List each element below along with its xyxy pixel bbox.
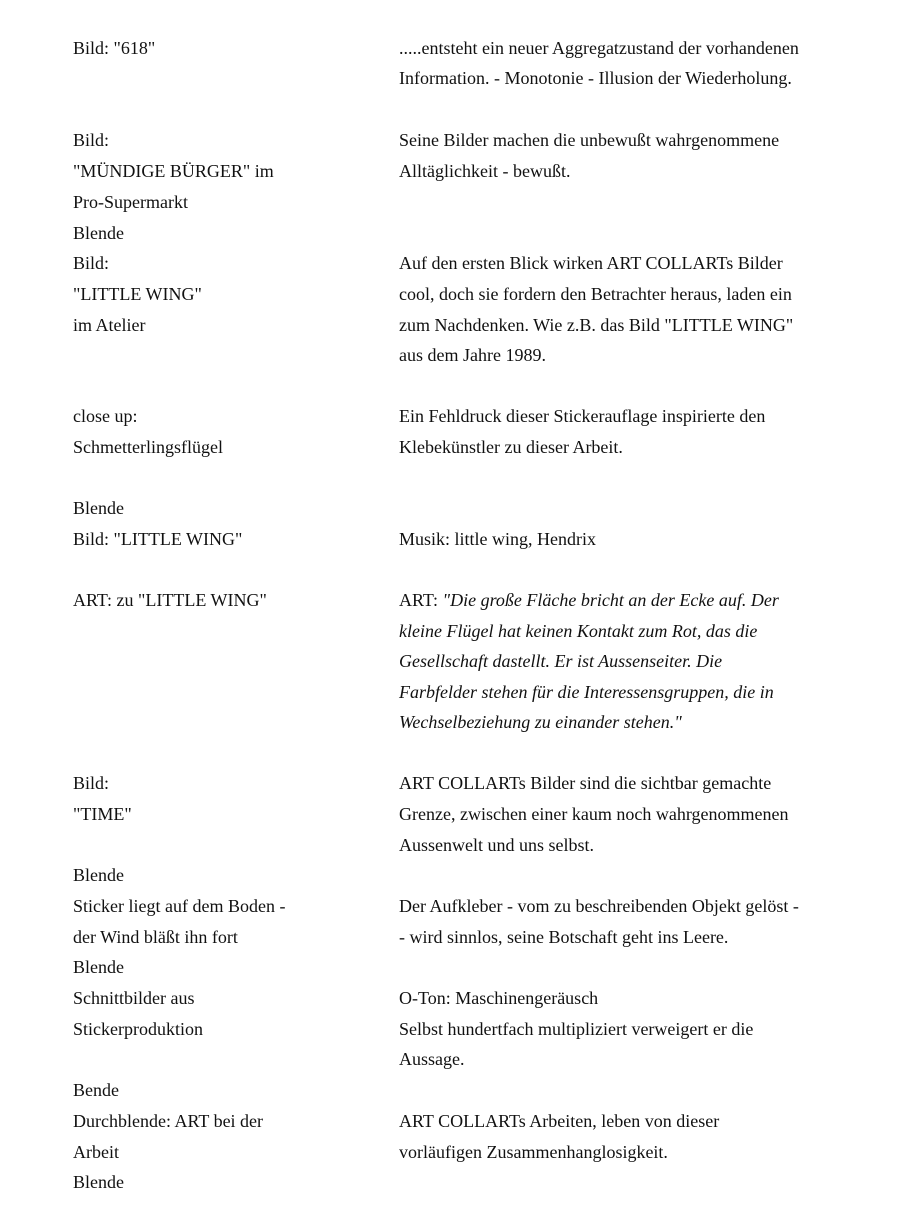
shot-line: "LITTLE WING" bbox=[73, 284, 202, 304]
narration-line: Aussenwelt und uns selbst. bbox=[399, 835, 594, 855]
quote-speaker: ART: bbox=[399, 590, 443, 610]
shot-line: Blende bbox=[73, 498, 124, 518]
shot-line: Arbeit bbox=[73, 1142, 119, 1162]
quote-line bbox=[399, 589, 779, 611]
shot-line: ART: zu "LITTLE WING" bbox=[73, 590, 267, 610]
narration-line: vorläufigen Zusammenhanglosigkeit. bbox=[399, 1142, 668, 1162]
quote-text: Gesellschaft dastellt. Er ist Aussenseiter. Die bbox=[399, 651, 723, 671]
narration-line: zum Nachdenken. Wie z.B. das Bild "LITTLE WING" bbox=[399, 315, 794, 335]
narration-line: Selbst hundertfach multipliziert verweigert er die bbox=[399, 1019, 754, 1039]
shot-line: Sticker liegt auf dem Boden - bbox=[73, 896, 286, 916]
shot-line: Pro-Supermarkt bbox=[73, 192, 188, 212]
shot-line: Schnittbilder aus bbox=[73, 988, 195, 1008]
shot-line: Bild: "618" bbox=[73, 38, 156, 58]
narration-line: ART COLLARTs Bilder sind die sichtbar gemachte bbox=[399, 773, 772, 793]
shot-line: Schmetterlingsflügel bbox=[73, 437, 223, 457]
shot-line: Bild: bbox=[73, 130, 110, 150]
shot-line: Bild: "LITTLE WING" bbox=[73, 529, 243, 549]
shot-line: Blende bbox=[73, 957, 124, 977]
shot-line: der Wind bläßt ihn fort bbox=[73, 927, 238, 947]
narration-line: ART COLLARTs Arbeiten, leben von dieser bbox=[399, 1111, 720, 1131]
quote-line bbox=[399, 711, 682, 733]
narration-line: Alltäglichkeit - bewußt. bbox=[399, 161, 571, 181]
narration-line: Grenze, zwischen einer kaum noch wahrgenommenen bbox=[399, 804, 789, 824]
shot-line: Bild: bbox=[73, 773, 110, 793]
narration-line: Klebekünstler zu dieser Arbeit. bbox=[399, 437, 623, 457]
shot-line: Blende bbox=[73, 223, 124, 243]
narration-line: cool, doch sie fordern den Betrachter heraus, laden ein bbox=[399, 284, 792, 304]
quote-text: kleine Flügel hat keinen Kontakt zum Rot, das die bbox=[399, 621, 758, 641]
narration-line: Aussage. bbox=[399, 1049, 465, 1069]
shot-line: Durchblende: ART bei der bbox=[73, 1111, 264, 1131]
quote-line bbox=[399, 681, 774, 703]
narration-line: Der Aufkleber - vom zu beschreibenden Objekt gelöst - bbox=[399, 896, 799, 916]
shot-line: Bende bbox=[73, 1080, 119, 1100]
narration-line: O-Ton: Maschinengeräusch bbox=[399, 988, 599, 1008]
narration-line: Information. - Monotonie - Illusion der Wiederholung. bbox=[399, 68, 792, 88]
narration-line: - wird sinnlos, seine Botschaft geht ins Leere. bbox=[399, 927, 729, 947]
quote-text: "Die große Fläche bricht an der Ecke auf. Der bbox=[442, 590, 779, 610]
narration-line: .....entsteht ein neuer Aggregatzustand der vorhandenen bbox=[399, 38, 799, 58]
shot-line: im Atelier bbox=[73, 315, 146, 335]
shot-line: Stickerproduktion bbox=[73, 1019, 203, 1039]
quote-text: Farbfelder stehen für die Interessensgruppen, die in bbox=[399, 682, 774, 702]
quote-line bbox=[399, 620, 757, 642]
narration-line: Seine Bilder machen die unbewußt wahrgenommene bbox=[399, 130, 780, 150]
shot-line: Blende bbox=[73, 865, 124, 885]
narration-line: Musik: little wing, Hendrix bbox=[399, 529, 596, 549]
shot-line: close up: bbox=[73, 406, 138, 426]
shot-line: "MÜNDIGE BÜRGER" im bbox=[73, 161, 274, 181]
shot-line: Blende bbox=[73, 1172, 124, 1192]
narration-line: Ein Fehldruck dieser Stickerauflage inspirierte den bbox=[399, 406, 766, 426]
quote-text: Wechselbeziehung zu einander stehen." bbox=[399, 712, 682, 732]
narration-line: Auf den ersten Blick wirken ART COLLARTs Bilder bbox=[399, 253, 783, 273]
narration-line: aus dem Jahre 1989. bbox=[399, 345, 546, 365]
quote-line bbox=[399, 650, 722, 672]
shot-line: "TIME" bbox=[73, 804, 132, 824]
shot-line: Bild: bbox=[73, 253, 110, 273]
